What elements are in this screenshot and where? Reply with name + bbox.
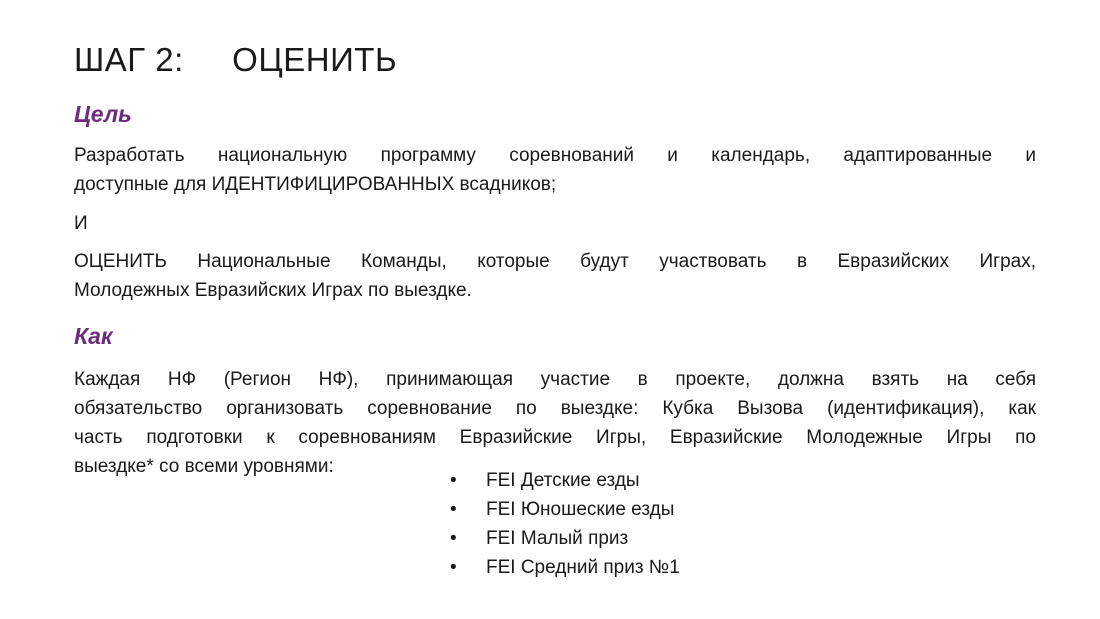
how-heading: Как: [74, 323, 113, 349]
list-item-label: FEI Юношеские езды: [486, 499, 675, 520]
list-item-label: FEI Малый приз: [486, 528, 629, 549]
list-item-label: FEI Средний приз №1: [486, 557, 680, 578]
goal-paragraph-2-line: ОЦЕНИТЬ Национальные Команды, которые будут участвовать в Евразийских Играх,: [74, 251, 1036, 272]
goal-connector: И: [74, 213, 88, 234]
list-item-label: FEI Детские езды: [486, 470, 640, 491]
goal-heading: Цель: [74, 101, 132, 127]
goal-paragraph-2-line: Молодежных Евразийских Играх по выездке.: [74, 280, 472, 301]
goal-paragraph-2: [74, 247, 1036, 305]
slide-title: ШАГ 2: ОЦЕНИТЬ: [74, 41, 398, 78]
how-paragraph-line: Каждая НФ (Регион НФ), принимающая участие в проекте, должна взять на себя: [74, 369, 1036, 390]
goal-paragraph-1-line: Разработать национальную программу соревнований и календарь, адаптированные и: [74, 145, 1036, 166]
bullet-icon: •: [450, 470, 457, 491]
how-paragraph-line: выездке* со всеми уровнями:: [74, 456, 334, 477]
goal-paragraph-1-line: доступные для ИДЕНТИФИЦИРОВАННЫХ всадников;: [74, 174, 557, 195]
bullet-icon: •: [450, 557, 457, 578]
list-item: [450, 524, 680, 553]
levels-list: [450, 466, 680, 582]
bullet-icon: •: [450, 499, 457, 520]
how-paragraph: [74, 365, 1036, 481]
how-paragraph-line: обязательство организовать соревнование по выездке: Кубка Вызова (идентификация), как: [74, 398, 1036, 419]
bullet-icon: •: [450, 528, 457, 549]
goal-paragraph-1: [74, 141, 1036, 199]
list-item: [450, 466, 680, 495]
list-item: [450, 553, 680, 582]
how-paragraph-line: часть подготовки к соревнованиям Евразийские Игры, Евразийские Молодежные Игры по: [74, 427, 1036, 448]
list-item: [450, 495, 680, 524]
